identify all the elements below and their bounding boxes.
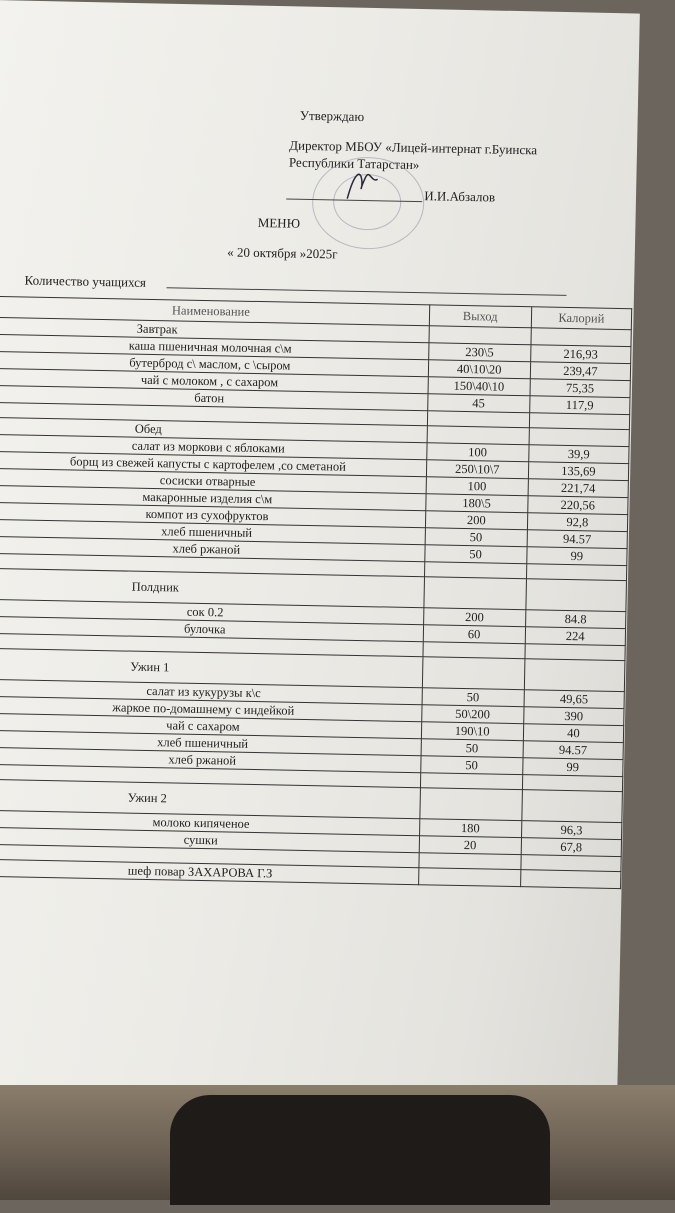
output-cell: 50 — [425, 528, 527, 547]
dish-name-cell: чай с сахаром — [0, 713, 421, 738]
dish-name-cell: салат из моркови с яблоками — [0, 434, 427, 459]
output-cell: 50 — [421, 739, 523, 758]
calories-cell: 99 — [527, 547, 628, 566]
calories-cell — [526, 579, 627, 612]
dish-name-cell: салат из кукурузы к\с — [0, 679, 422, 704]
calories-cell: 220,56 — [527, 496, 628, 515]
menu-title: МЕНЮ — [257, 214, 301, 231]
menu-date: « 20 октября »2025г — [227, 244, 338, 262]
col-output-header: Выход — [429, 305, 531, 328]
calories-cell: 92,8 — [527, 513, 628, 532]
calories-cell: 67,8 — [521, 838, 622, 857]
dish-name-cell: шеф повар ЗАХАРОВА Г.З — [0, 859, 419, 884]
output-cell: 200 — [423, 608, 525, 627]
dish-name-cell: каша пшеничная молочная с\м — [0, 334, 429, 359]
output-cell — [427, 426, 529, 445]
output-cell — [429, 326, 531, 345]
output-cell: 50 — [424, 545, 526, 564]
calories-cell: 135,69 — [528, 462, 629, 481]
calories-cell: 224 — [525, 627, 626, 646]
output-cell: 190\10 — [421, 722, 523, 741]
dish-name-cell: макаронные изделия с\м — [0, 485, 426, 510]
output-cell: 250\10\7 — [426, 460, 528, 479]
calories-cell: 39,9 — [528, 445, 629, 464]
calories-cell: 84.8 — [525, 610, 626, 629]
calories-cell: 117,9 — [529, 396, 630, 415]
dish-name-cell: хлеб пшеничный — [0, 730, 421, 755]
dish-name-cell: Обед — [0, 417, 427, 442]
calories-cell: 99 — [522, 758, 623, 777]
calories-cell — [531, 328, 632, 347]
calories-cell: 75,35 — [530, 379, 631, 398]
calories-cell: 216,93 — [530, 345, 631, 364]
output-cell — [420, 788, 523, 821]
dish-name-cell: жаркое по-домашнему с индейкой — [0, 696, 422, 721]
director-line-1: Директор МБОУ «Лицей-интернат г.Буинска — [289, 137, 538, 158]
dish-name-cell: борщ из свежей капусты с картофелем ,со сметаной — [0, 451, 426, 476]
output-cell: 40\10\20 — [428, 360, 530, 379]
output-cell: 100 — [426, 443, 528, 462]
calories-cell: 239,47 — [530, 362, 631, 381]
dish-name-cell: хлеб пшеничный — [0, 519, 425, 544]
calories-cell — [522, 790, 623, 823]
output-cell: 150\40\10 — [428, 377, 530, 396]
dish-name-cell: Полдник — [0, 568, 424, 607]
calories-cell: 390 — [523, 707, 624, 726]
output-cell — [424, 577, 527, 610]
calories-cell: 94.57 — [527, 530, 628, 549]
dish-name-cell: компот из сухофруктов — [0, 502, 425, 527]
output-cell: 200 — [425, 511, 527, 530]
output-cell: 50\200 — [421, 705, 523, 724]
output-cell: 100 — [426, 477, 528, 496]
dish-name-cell: сок 0.2 — [0, 599, 424, 624]
dish-name-cell: хлеб ржаной — [0, 536, 425, 561]
dish-name-cell: молоко кипяченое — [0, 810, 420, 835]
output-cell: 50 — [422, 688, 524, 707]
calories-cell: 96,3 — [521, 821, 622, 840]
calories-cell — [529, 428, 630, 447]
output-cell: 60 — [423, 625, 525, 644]
dish-name-cell: Ужин 2 — [0, 779, 420, 818]
dish-name-cell: батон — [0, 385, 428, 410]
dish-name-cell: хлеб ржаной — [0, 747, 421, 772]
output-cell: 180 — [419, 819, 521, 838]
dish-name-cell: Завтрак — [0, 317, 429, 342]
dish-name-cell: чай с молоком , с сахаром — [0, 368, 428, 393]
director-name: И.И.Абзалов — [424, 188, 496, 205]
output-cell — [418, 868, 520, 887]
students-label: Количество учащихся — [24, 272, 147, 290]
dish-name-cell: сосиски отварные — [0, 468, 426, 493]
students-line — [166, 287, 566, 296]
menu-table — [0, 296, 632, 889]
calories-cell: 221,74 — [528, 479, 629, 498]
dish-name-cell: сушки — [0, 827, 419, 852]
dish-name-cell: бутерброд с\ маслом, с \сыром — [0, 351, 428, 376]
dish-name-cell: Ужин 1 — [0, 648, 423, 687]
output-cell: 180\5 — [425, 494, 527, 513]
calories-cell — [524, 659, 625, 692]
output-cell: 50 — [420, 756, 522, 775]
output-cell: 20 — [419, 836, 521, 855]
calories-cell: 49,65 — [524, 690, 625, 709]
output-cell: 45 — [427, 394, 529, 413]
director-line-2: Республики Татарстан» — [288, 154, 420, 173]
output-cell: 230\5 — [428, 343, 530, 362]
output-cell — [422, 657, 525, 690]
col-name-header: Наименование — [0, 296, 429, 325]
calories-cell: 40 — [523, 724, 624, 743]
col-calories-header: Калорий — [531, 307, 632, 330]
dish-name-cell: булочка — [0, 616, 423, 641]
calories-cell — [520, 870, 621, 889]
calories-cell: 94.57 — [523, 741, 624, 760]
approve-label: Утверждаю — [299, 107, 365, 125]
